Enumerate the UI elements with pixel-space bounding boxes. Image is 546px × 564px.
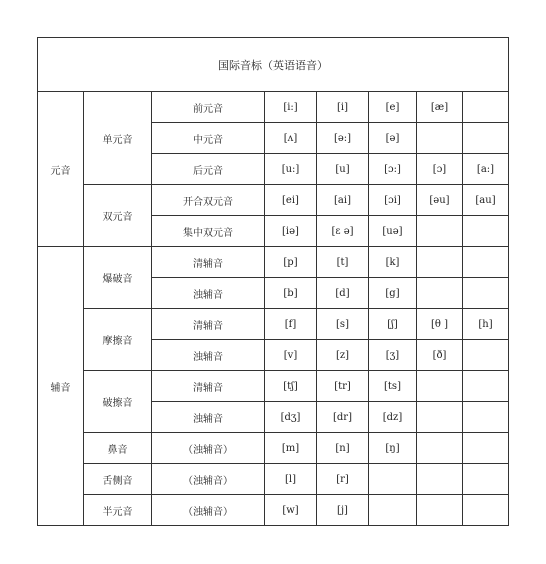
symbol-cell: [463, 495, 509, 526]
row-label: 清辅音: [152, 247, 265, 278]
row-label: 后元音: [152, 154, 265, 185]
symbol-cell: [ɛ ə]: [317, 216, 369, 247]
row-label: 清辅音: [152, 309, 265, 340]
table-row: [38, 92, 509, 123]
symbol-cell: [tʃ]: [265, 371, 317, 402]
symbol-cell: [463, 123, 509, 154]
table-title: 国际音标（英语语音）: [38, 38, 509, 92]
symbol-cell: [əu]: [417, 185, 463, 216]
row-label: 开合双元音: [152, 185, 265, 216]
group-lateral: 舌侧音: [84, 464, 152, 495]
symbol-cell: [t]: [317, 247, 369, 278]
table-row: [38, 495, 509, 526]
symbol-cell: [b]: [265, 278, 317, 309]
symbol-cell: [p]: [265, 247, 317, 278]
group-fricatives: 摩擦音: [84, 309, 152, 371]
symbol-cell: [dz]: [369, 402, 417, 433]
symbol-cell: [ŋ]: [369, 433, 417, 464]
symbol-cell: [ə:]: [317, 123, 369, 154]
symbol-cell: [dʒ]: [265, 402, 317, 433]
symbol-cell: [463, 371, 509, 402]
row-label: 浊辅音: [152, 278, 265, 309]
symbol-cell: [l]: [265, 464, 317, 495]
symbol-cell: [369, 495, 417, 526]
symbol-cell: [tr]: [317, 371, 369, 402]
symbol-cell: [s]: [317, 309, 369, 340]
symbol-cell: [417, 123, 463, 154]
symbol-cell: [iə]: [265, 216, 317, 247]
table-row: [38, 247, 509, 278]
group-monophthongs: 单元音: [84, 92, 152, 185]
table-row: [38, 309, 509, 340]
row-label: （浊辅音）: [152, 464, 265, 495]
symbol-cell: [ɔ:]: [369, 154, 417, 185]
symbol-cell: [463, 247, 509, 278]
symbol-cell: [463, 278, 509, 309]
symbol-cell: [ai]: [317, 185, 369, 216]
symbol-cell: [ð]: [417, 340, 463, 371]
symbol-cell: [417, 216, 463, 247]
group-nasals: 鼻音: [84, 433, 152, 464]
symbol-cell: [463, 464, 509, 495]
symbol-cell: [dr]: [317, 402, 369, 433]
table-row: [38, 464, 509, 495]
symbol-cell: [au]: [463, 185, 509, 216]
symbol-cell: [z]: [317, 340, 369, 371]
row-label: 浊辅音: [152, 402, 265, 433]
symbol-cell: [m]: [265, 433, 317, 464]
category-vowels: 元音: [38, 92, 84, 247]
table-row: [38, 433, 509, 464]
symbol-cell: [e]: [369, 92, 417, 123]
symbol-cell: [ʌ]: [265, 123, 317, 154]
symbol-cell: [a:]: [463, 154, 509, 185]
row-label: 浊辅音: [152, 340, 265, 371]
symbol-cell: [d]: [317, 278, 369, 309]
row-label: 前元音: [152, 92, 265, 123]
symbol-cell: [θ ]: [417, 309, 463, 340]
symbol-cell: [i:]: [265, 92, 317, 123]
ipa-table: [37, 37, 509, 526]
row-label: 集中双元音: [152, 216, 265, 247]
symbol-cell: [417, 247, 463, 278]
group-affricates: 破擦音: [84, 371, 152, 433]
group-semivowels: 半元音: [84, 495, 152, 526]
symbol-cell: [uə]: [369, 216, 417, 247]
symbol-cell: [463, 340, 509, 371]
title-row: [38, 38, 509, 92]
symbol-cell: [463, 216, 509, 247]
symbol-cell: [k]: [369, 247, 417, 278]
row-label: （浊辅音）: [152, 433, 265, 464]
symbol-cell: [417, 433, 463, 464]
symbol-cell: [417, 464, 463, 495]
symbol-cell: [æ]: [417, 92, 463, 123]
symbol-cell: [ei]: [265, 185, 317, 216]
ipa-table-body: [38, 38, 509, 526]
symbol-cell: [ts]: [369, 371, 417, 402]
row-label: （浊辅音）: [152, 495, 265, 526]
table-row: [38, 371, 509, 402]
symbol-cell: [369, 464, 417, 495]
symbol-cell: [u:]: [265, 154, 317, 185]
symbol-cell: [u]: [317, 154, 369, 185]
symbol-cell: [r]: [317, 464, 369, 495]
symbol-cell: [ʃ]: [369, 309, 417, 340]
row-label: 清辅音: [152, 371, 265, 402]
symbol-cell: [417, 402, 463, 433]
group-plosives: 爆破音: [84, 247, 152, 309]
symbol-cell: [ɔ]: [417, 154, 463, 185]
symbol-cell: [ɔi]: [369, 185, 417, 216]
symbol-cell: [n]: [317, 433, 369, 464]
symbol-cell: [463, 433, 509, 464]
symbol-cell: [417, 495, 463, 526]
symbol-cell: [f]: [265, 309, 317, 340]
table-row: [38, 185, 509, 216]
category-consonants: 辅音: [38, 247, 84, 526]
symbol-cell: [463, 92, 509, 123]
group-diphthongs: 双元音: [84, 185, 152, 247]
symbol-cell: [h]: [463, 309, 509, 340]
symbol-cell: [g]: [369, 278, 417, 309]
symbol-cell: [417, 278, 463, 309]
symbol-cell: [ə]: [369, 123, 417, 154]
symbol-cell: [417, 371, 463, 402]
symbol-cell: [j]: [317, 495, 369, 526]
row-label: 中元音: [152, 123, 265, 154]
symbol-cell: [ʒ]: [369, 340, 417, 371]
symbol-cell: [463, 402, 509, 433]
symbol-cell: [w]: [265, 495, 317, 526]
symbol-cell: [i]: [317, 92, 369, 123]
symbol-cell: [v]: [265, 340, 317, 371]
